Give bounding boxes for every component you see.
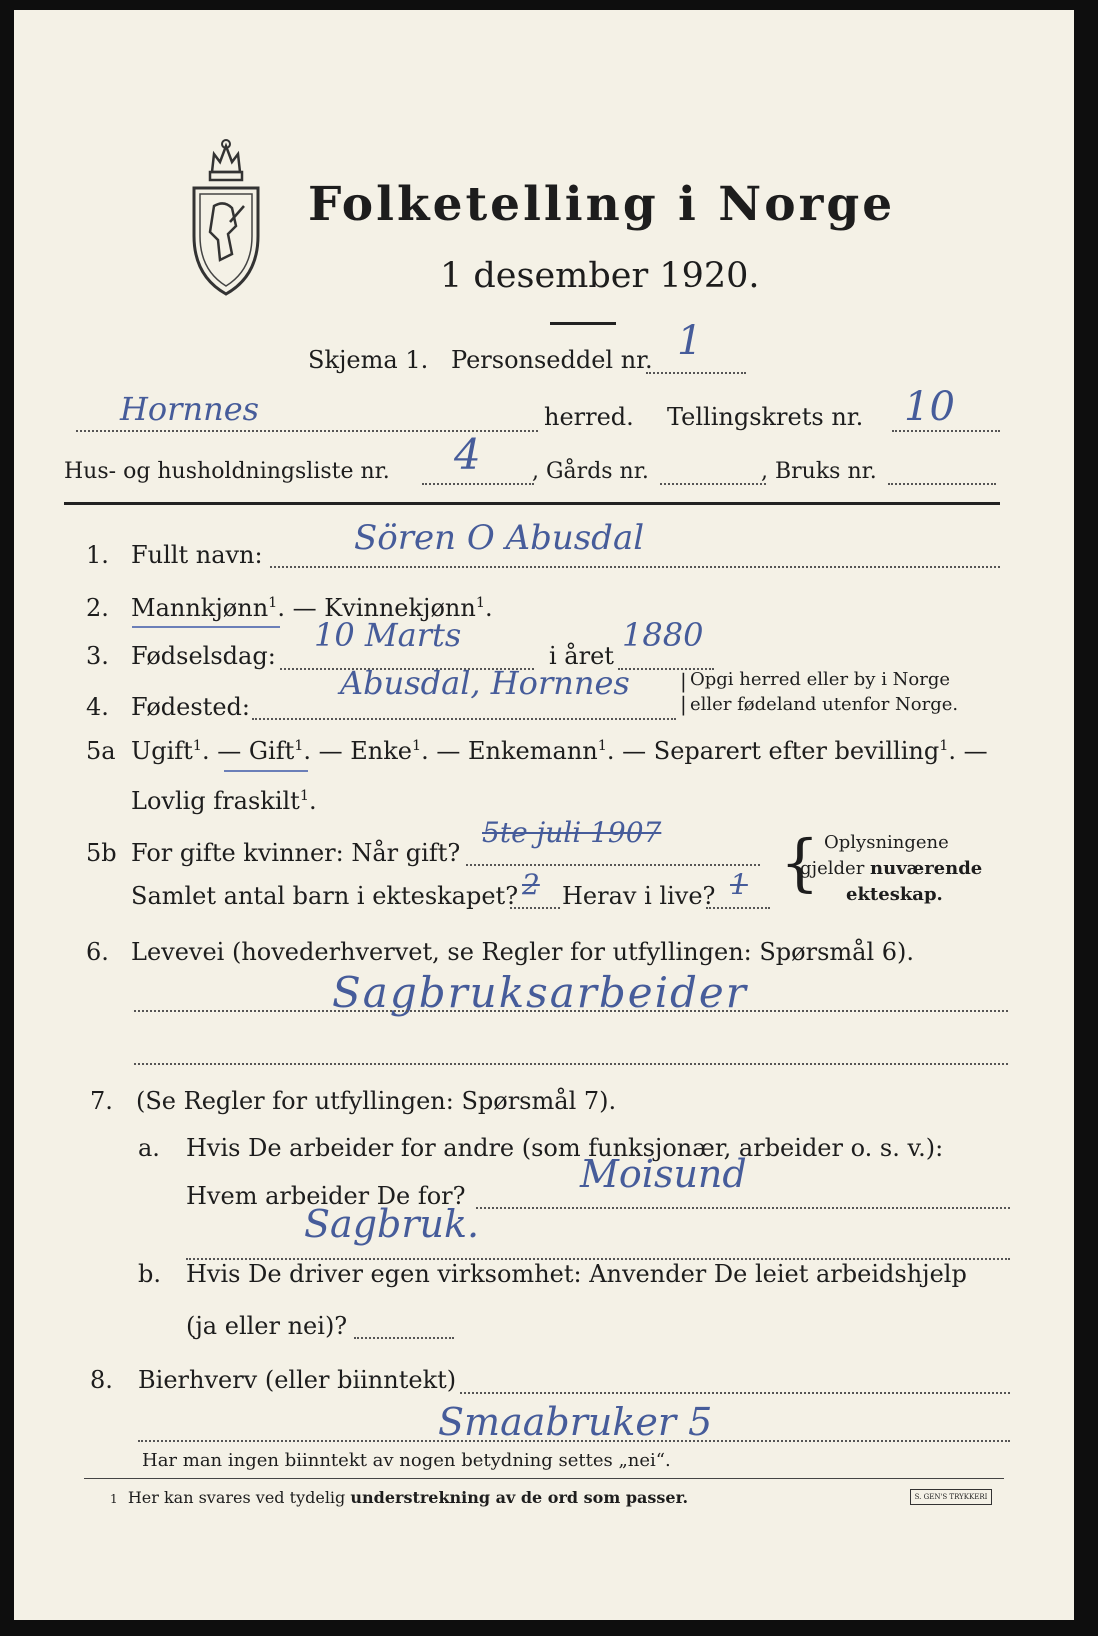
full-name-field[interactable] xyxy=(270,566,1000,568)
q7-label: (Se Regler for utfyllingen: Spørsmål 7). xyxy=(136,1087,617,1115)
q7b-label: Hvis De driver egen virksomhet: Anvender De leiet arbeidshjelp xyxy=(186,1260,967,1288)
bruks-label: , Bruks nr. xyxy=(761,459,877,484)
footnote: 1 Her kan svares ved tydelig understrekning av de ord som passer. xyxy=(110,1488,689,1507)
herred-label: herred. xyxy=(544,403,634,431)
birthplace-value: Abusdal, Hornnes xyxy=(340,664,630,702)
q3-number: 3. xyxy=(86,642,109,670)
gards-field[interactable] xyxy=(660,483,766,485)
q8-label: Bierhverv (eller biinntekt) xyxy=(138,1366,457,1394)
hus-label: Hus- og husholdningsliste nr. xyxy=(64,459,390,484)
option-mannkjonn[interactable]: Mannkjønn xyxy=(131,594,269,622)
option-ugift[interactable]: Ugift xyxy=(131,737,193,765)
secondary-income-value: Smaabruker 5 xyxy=(438,1400,713,1444)
occupation-value: Sagbruksarbeider xyxy=(332,968,748,1017)
q7a-label: Hvis De arbeider for andre (som funksjonær, arbeider o. s. v.): xyxy=(186,1134,944,1162)
q6-number: 6. xyxy=(86,938,109,966)
herred-value: Hornnes xyxy=(120,390,260,428)
census-form-page xyxy=(14,10,1074,1620)
q4-note-line1: Opgi herred eller by i Norge xyxy=(690,669,951,690)
birth-year-value: 1880 xyxy=(622,616,704,654)
hus-field[interactable] xyxy=(422,483,534,485)
q7a-question: Hvem arbeider De for? xyxy=(186,1182,466,1210)
tellingskrets-field[interactable] xyxy=(892,430,1000,432)
employer-value-line2: Sagbruk. xyxy=(304,1202,480,1246)
children-alive-field[interactable] xyxy=(706,907,770,909)
section-divider xyxy=(64,502,1000,505)
q5a-options: Ugift$^1$. — Gift$^1$. — Enke$^1$. — Enkemann$^1$. — Separert efter bevilling$^1$. — xyxy=(131,737,988,765)
personseddel-field[interactable] xyxy=(646,372,746,374)
q1-number: 1. xyxy=(86,541,109,569)
employer-value-line1: Moisund xyxy=(580,1152,747,1196)
mannkjonn-underline-mark xyxy=(132,626,280,628)
q2-number: 2. xyxy=(86,594,109,622)
q5b-note-line1: Oplysningene xyxy=(824,832,949,853)
census-date: 1 desember 1920. xyxy=(440,256,760,296)
tellingskrets-value: 10 xyxy=(904,384,955,430)
q6-label: Levevei (hovederhvervet, se Regler for utfyllingen: Spørsmål 6). xyxy=(131,938,915,966)
employer-field-line1[interactable] xyxy=(476,1207,1010,1209)
q7a-letter: a. xyxy=(138,1134,160,1162)
personseddel-label: Personseddel nr. xyxy=(451,346,653,374)
gards-label: , Gårds nr. xyxy=(532,459,649,484)
secondary-income-field-line1[interactable] xyxy=(460,1392,1010,1394)
occupation-field-line1[interactable] xyxy=(134,1010,1008,1012)
tellingskrets-label: Tellingskrets nr. xyxy=(667,403,864,431)
option-kvinnekjonn[interactable]: Kvinnekjønn xyxy=(324,594,476,622)
q5a-line2: Lovlig fraskilt$^1$. xyxy=(131,787,317,815)
children-total-value: 2 xyxy=(522,868,540,901)
secondary-income-field-line2[interactable] xyxy=(138,1440,1010,1442)
form-title: Folketelling i Norge xyxy=(308,177,896,232)
option-lovlig-fraskilt[interactable]: Lovlig fraskilt xyxy=(131,787,300,815)
q5b-number: 5b xyxy=(86,839,117,867)
q7-number: 7. xyxy=(90,1087,113,1115)
bruks-field[interactable] xyxy=(888,483,996,485)
printer-stamp: S. GEN'S TRYKKERI xyxy=(910,1489,992,1505)
q7b-letter: b. xyxy=(138,1260,161,1288)
q5b-note-line3: ekteskap. xyxy=(846,884,943,905)
q3-label: Fødselsdag: xyxy=(131,642,276,670)
q4-number: 4. xyxy=(86,693,109,721)
q5a-number: 5a xyxy=(86,737,116,765)
q4-label: Fødested: xyxy=(131,693,250,721)
hus-value: 4 xyxy=(454,430,481,479)
children-total-field[interactable] xyxy=(510,907,560,909)
title-divider xyxy=(550,322,616,325)
footnote-rule xyxy=(84,1478,1004,1479)
gift-underline-mark xyxy=(224,770,308,772)
birthday-value: 10 Marts xyxy=(314,616,462,654)
q2-options: Mannkjønn$^1$. — Kvinnekjønn$^1$. xyxy=(131,594,493,622)
q4-brace: | | xyxy=(680,669,687,716)
q5b-label2: Samlet antal barn i ekteskapet? xyxy=(131,882,519,910)
q5b-brace: { xyxy=(780,826,820,899)
full-name-value: Sören O Abusdal xyxy=(354,518,645,558)
q5b-label1: For gifte kvinner: Når gift? xyxy=(131,839,461,867)
q5b-note-line2: gjelder nuværende xyxy=(800,858,983,879)
married-date-field[interactable] xyxy=(466,864,760,866)
married-date-value: 5te juli 1907 xyxy=(482,816,662,849)
q3-year-label: i året xyxy=(549,642,614,670)
hired-help-field[interactable] xyxy=(354,1337,454,1339)
nei-note: Har man ingen biinntekt av nogen betydning settes „nei“. xyxy=(142,1450,671,1471)
q5b-label3: Herav i live? xyxy=(562,882,716,910)
birthplace-field[interactable] xyxy=(252,718,676,720)
q1-label: Fullt navn: xyxy=(131,541,263,569)
q4-note-line2: eller fødeland utenfor Norge. xyxy=(690,694,959,715)
q7b-question: (ja eller nei)? xyxy=(186,1312,348,1340)
personseddel-value: 1 xyxy=(677,318,703,364)
occupation-field-line2[interactable] xyxy=(134,1063,1008,1065)
q8-number: 8. xyxy=(90,1366,113,1394)
children-alive-value: 1 xyxy=(730,868,748,901)
option-gift[interactable]: Gift xyxy=(248,737,295,765)
norwegian-coat-of-arms-icon xyxy=(184,136,268,298)
skjema-label: Skjema 1. xyxy=(308,346,429,374)
